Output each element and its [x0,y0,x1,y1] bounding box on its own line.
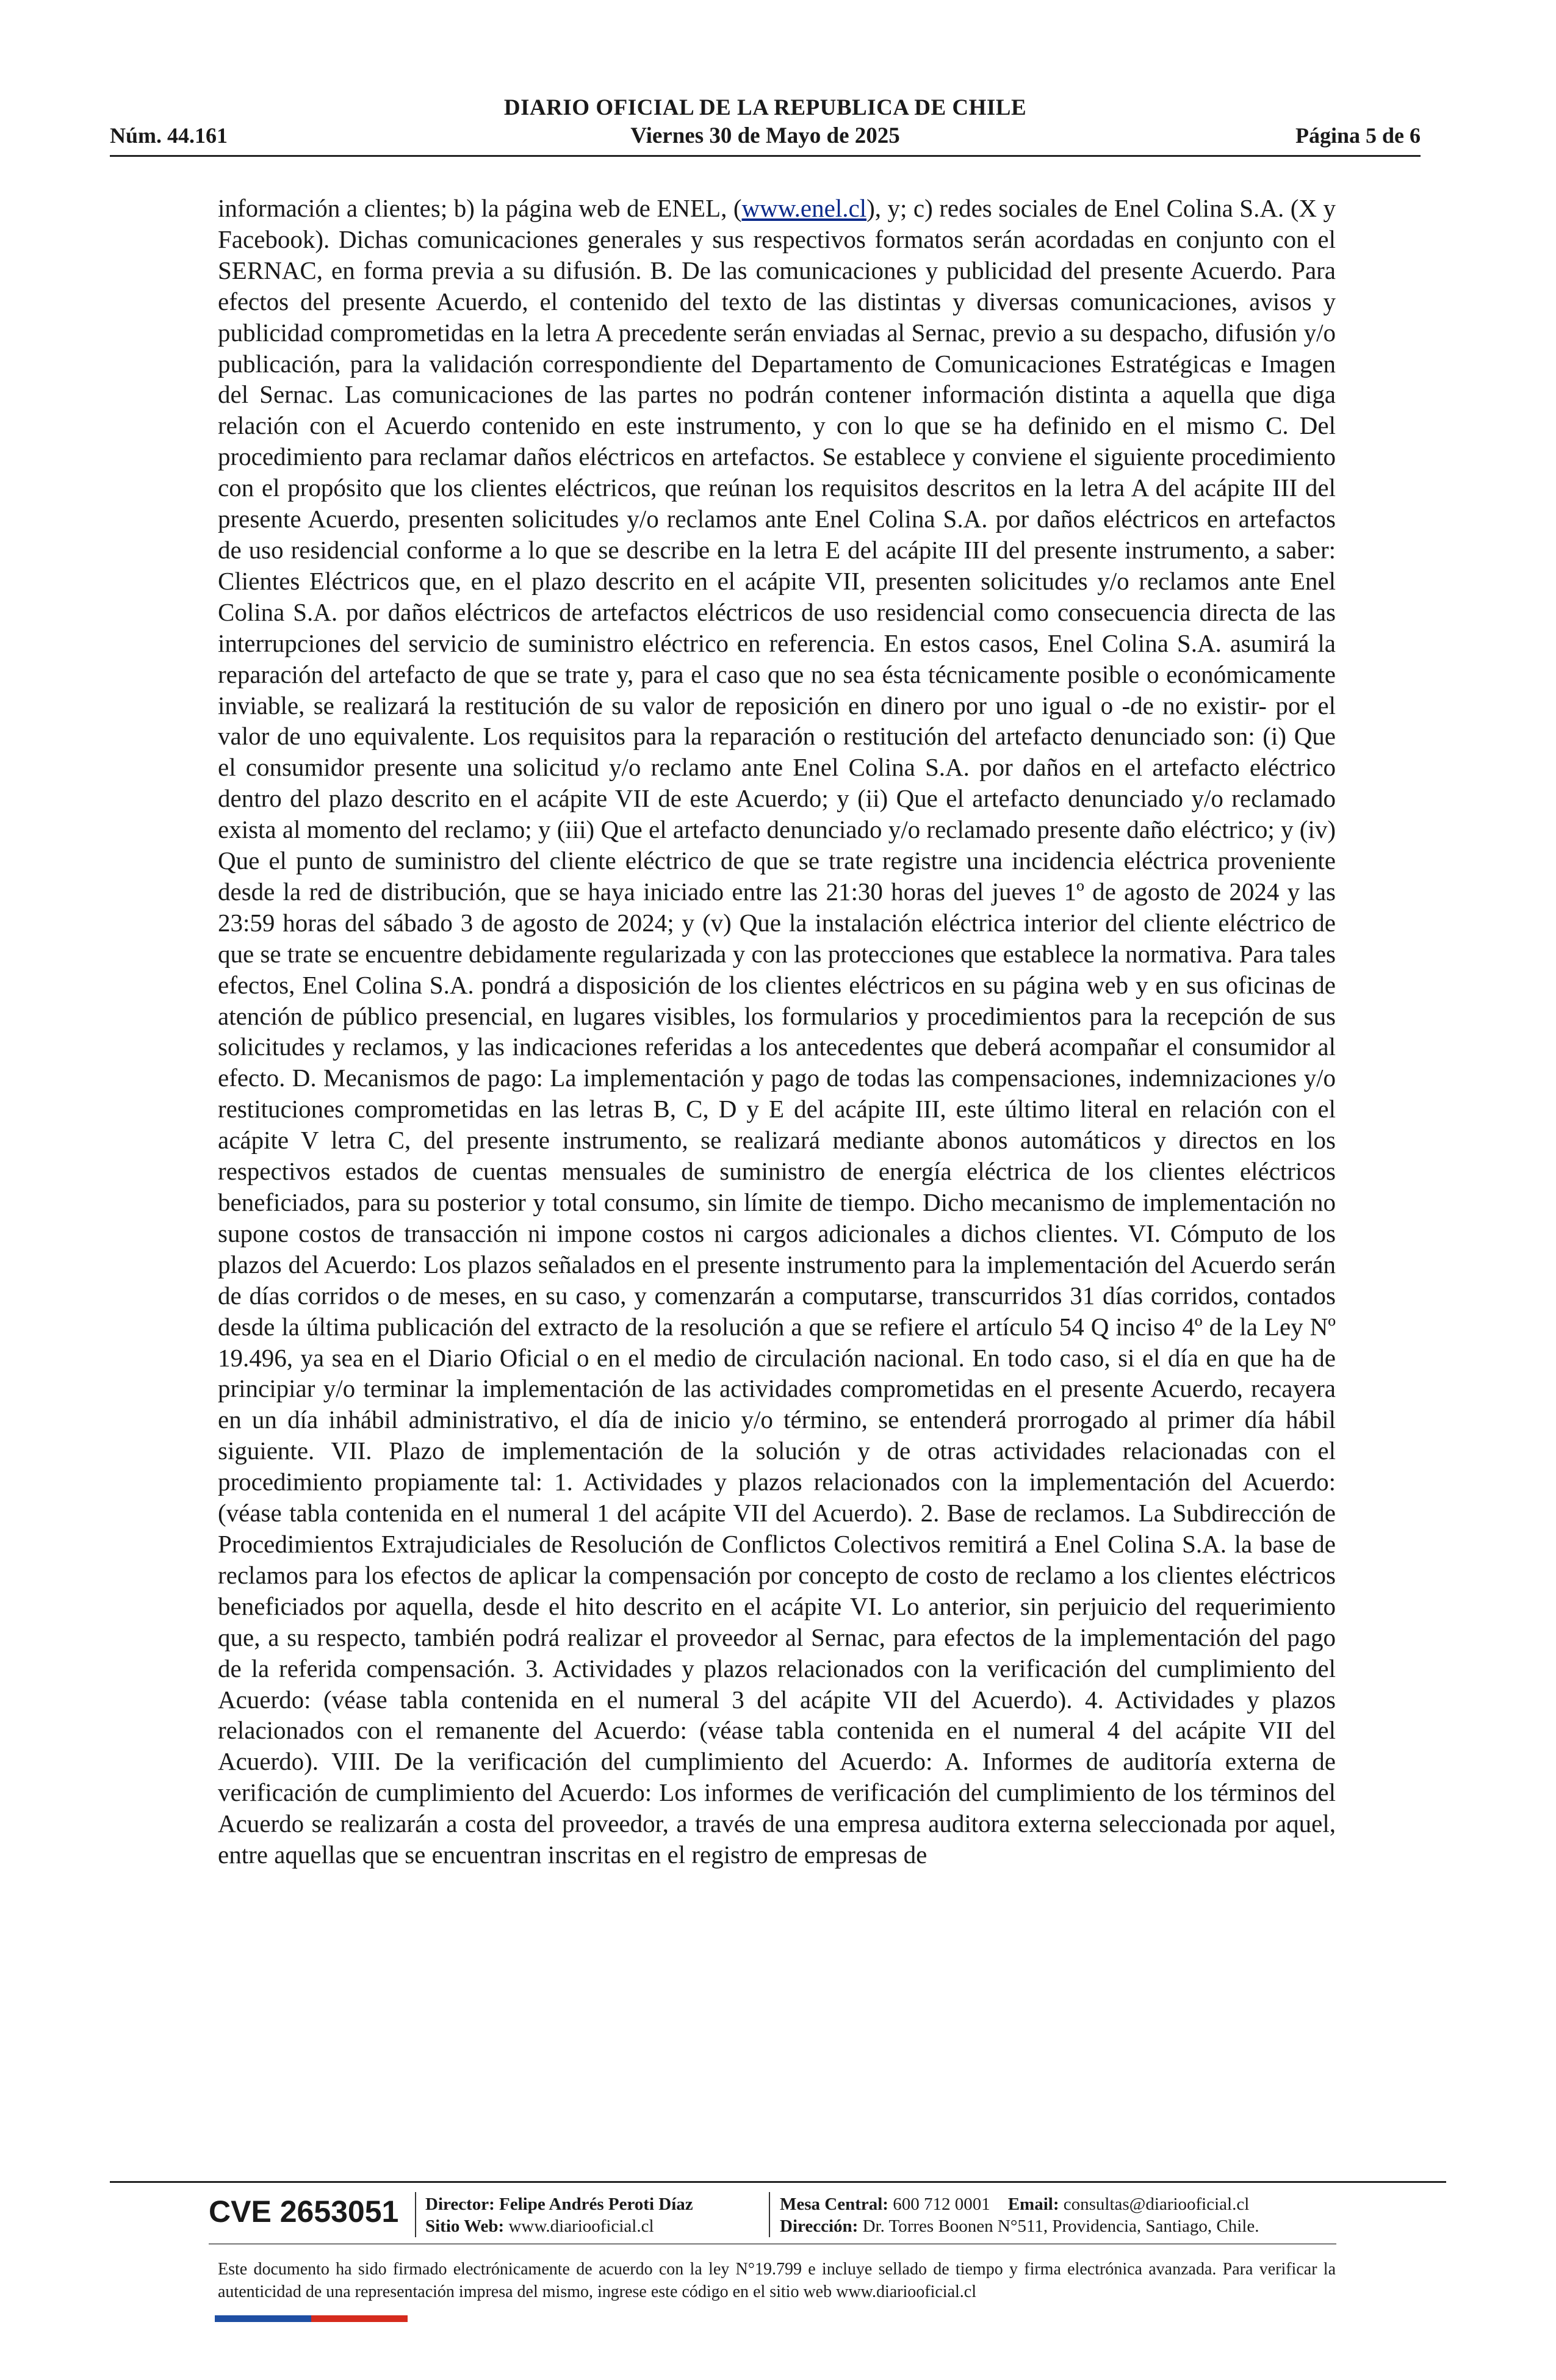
director-name: Felipe Andrés Peroti Díaz [499,2194,693,2214]
body-text-rest: ), y; c) redes sociales de Enel Colina S.A. (X y Facebook). Dichas comunicaciones generales y sus respectivos formatos serán acordadas en conjunto con el SERNAC, en forma previa a su difusión. B. De las comunicaciones y publicidad del presente Acuerdo. Para efectos del presente Acuerdo, el contenido del texto de las distintas y diversas comunicaciones, avisos y publicidad comprometidas en la letra A precedente serán enviadas al Sernac, previo a su despacho, difusión y/o publicación, para la validación correspondiente del Departamento de Comunicaciones Estratégicas e Imagen del Sernac. Las comunicaciones de las partes no podrán contener información distinta a aquella que diga relación con el Acuerdo contenido en este instrumento, y con lo que se ha definido en el mismo C. Del procedimiento para reclamar daños eléctricos en artefactos. Se establece y conviene el siguiente procedimiento con el propósito que los clientes eléctricos, que reúnan los requisitos descritos en la letra A del acápite III del presente Acuerdo, presenten solicitudes y/o reclamos ante Enel Colina S.A. por daños eléctricos en artefactos de uso residencial conforme a lo que se describe en la letra E del acápite III del presente instrumento, a saber: Clientes Eléctricos que, en el plazo descrito en el acápite VII, presenten solicitudes y/o reclamos ante Enel Colina S.A. por daños eléctricos de artefactos eléctricos de uso residencial como consecuencia directa de las interrupciones del servicio de suministro eléctrico en referencia. En estos casos, Enel Colina S.A. asumirá la reparación del artefacto de que se trate y, para el caso que no sea ésta técnicamente posible o económicamente inviable, se realizará la restitución de su valor de reposición en dinero por uno igual o -de no existir- por el valor de uno equivalente. Los requisitos para la reparación o restitución del artefacto denunciado son: (i) Que el consumidor presente una solicitud y/o reclamo ante Enel Colina S.A. por daños en el artefacto eléctrico dentro del plazo descrito en el acápite VII de este Acuerdo; y (ii) Que el artefacto denunciado y/o reclamado exista al momento del reclamo; y (iii) Que el artefacto denunciado y/o reclamado presente daño eléctrico; y (iv) Que el punto de suministro del cliente eléctrico de que se trate registre una incidencia eléctrica proveniente desde la red de distribución, que se haya iniciado entre las 21:30 horas del jueves 1º de agosto de 2024 y las 23:59 horas del sábado 3 de agosto de 2024; y (v) Que la instalación eléctrica interior del cliente eléctrico de que se trate se encuentre debidamente regularizada y con las protecciones que establece la normativa. Para tales efectos, Enel Colina S.A. pondrá a disposición de los clientes eléctricos en su página web y en sus oficinas de atención de público presencial, en lugares visibles, los formularios y procedimientos para la recepción de sus solicitudes y reclamos, y las indicaciones referidas a los antecedentes que deberá acompañar el consumidor al efecto. D. Mecanismos de pago: La implementación y pago de todas las compensaciones, indemnizaciones y/o restituciones comprometidas en las letras B, C, D y E del acápite III, este último literal en relación con el acápite V letra C, del presente instrumento, se realizará mediante abonos automáticos y directos en los respectivos estados de cuentas mensuales de suministro de energía eléctrica de los clientes eléctricos beneficiados, para su posterior y total consumo, sin límite de tiempo. Dicho mecanismo de implementación no supone costos de transacción ni impone costos ni cargos adicionales a dichos clientes. VI. Cómputo de los plazos del Acuerdo: Los plazos señalados en el presente instrumento para la implementación del Acuerdo serán de días corridos o de meses, en su caso, y comenzarán a computarse, transcurridos 31 días corridos, contados desde la última publicación del extracto de la resolución a que se refiere el artículo 54 Q inciso 4º de la Ley Nº 19.496, ya sea en el Diario Oficial o en el medio de circulación nacional. En todo caso, si el día en que ha de principiar y/o terminar la implementación de las actividades comprometidas en el presente Acuerdo, recayera en un día inhábil administrativo, el día de inicio y/o término, se entenderá prorrogado al primer día hábil siguiente. VII. Plazo de implementación de la solución y de otras actividades relacionadas con el procedimiento propiamente tal: 1. Actividades y plazos relacionados con la implementación del Acuerdo: (véase tabla contenida en el numeral 1 del acápite VII del Acuerdo). 2. Base de reclamos. La Subdirección de Procedimientos Extrajudiciales de Resolución de Conflictos Colectivos remitirá a Enel Colina S.A. la base de reclamos para los efectos de aplicar la compensación por concepto de costo de reclamo a los clientes eléctricos beneficiados por aquella, desde el hito descrito en el acápite VI. Lo anterior, sin perjuicio del requerimiento que, a su respecto, también podrá realizar el proveedor al Sernac, para efectos de la implementación del pago de la referida compensación. 3. Actividades y plazos relacionados con la verificación del cumplimiento del Acuerdo: (véase tabla contenida en el numeral 3 del acápite VII del Acuerdo). 4. Actividades y plazos relacionados con el remanente del Acuerdo: (véase tabla contenida en el numeral 4 del acápite VII del Acuerdo). VIII. De la verificación del cumplimiento del Acuerdo: A. Informes de auditoría externa de verificación de cumplimiento del Acuerdo: Los informes de verificación del cumplimiento de los términos del Acuerdo se realizarán a costa del proveedor, a través de una empresa auditora externa seleccionada por aquel, entre aquellas que se encuentran inscritas en el registro de empresas de [218,194,1336,1869]
enel-website-link[interactable]: www.enel.cl [741,194,867,222]
chile-flag-stripe [215,2315,408,2322]
phone-label: Mesa Central: [780,2194,888,2214]
footer-contact-block [780,2193,1259,2237]
issue-number: Núm. 44.161 [110,123,228,148]
phone-value: 600 712 0001 [893,2194,990,2214]
site-value: www.diariooficial.cl [508,2216,654,2236]
footer-separator [415,2192,416,2237]
flag-red-segment [311,2315,408,2322]
body-paragraph [218,193,1336,1870]
body-text-start: información a clientes; b) la página web de ENEL, ( [218,194,742,222]
newspaper-title: DIARIO OFICIAL DE LA REPUBLICA DE CHILE [503,95,1027,120]
page-number: Página 5 de 6 [1295,123,1421,148]
address-line [780,2215,1259,2237]
issue-date: Viernes 30 de Mayo de 2025 [630,123,900,148]
footer-separator [769,2192,770,2237]
footer-divider-mid [209,2243,1336,2245]
address-value: Dr. Torres Boonen N°511, Providencia, Santiago, Chile. [862,2216,1259,2236]
flag-blue-segment [215,2315,311,2322]
signature-notice: Este documento ha sido firmado electrónicamente de acuerdo con la ley N°19.799 e incluye sellado de tiempo y firma electrónica avanzada. Para verificar la autenticidad de una representación impresa del mismo, ingrese este código en el sitio web www.diariooficial.cl [218,2260,1336,2301]
email-value: consultas@diariooficial.cl [1063,2194,1250,2214]
director-label: Director: [425,2194,495,2214]
page-header [110,95,1421,156]
site-line [425,2215,693,2237]
header-divider [110,155,1421,157]
site-label: Sitio Web: [425,2216,505,2236]
email-label: Email: [1007,2194,1059,2214]
director-line [425,2193,693,2215]
contact-line [780,2193,1259,2215]
cve-code: CVE 2653051 [209,2194,399,2229]
address-label: Dirección: [780,2216,859,2236]
footer-director-block [425,2193,693,2237]
footer-divider-top [110,2181,1446,2183]
